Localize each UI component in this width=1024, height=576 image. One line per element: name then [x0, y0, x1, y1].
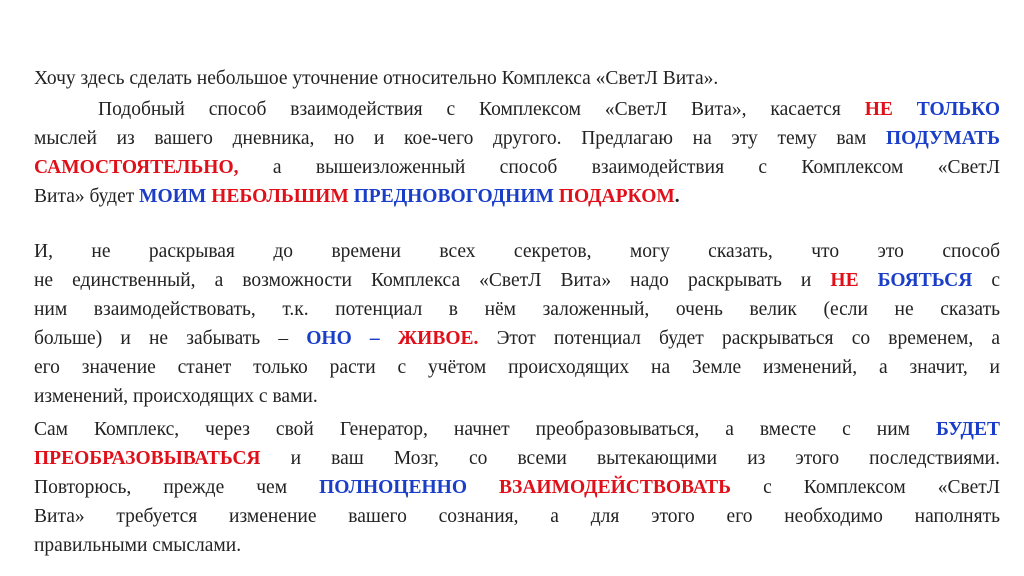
emphasis-podarkom: ПОДАРКОМ [558, 186, 675, 207]
p1-line-1 [34, 95, 1000, 124]
emphasis-budet: БУДЕТ [936, 419, 1000, 440]
p3-text: правильными смыслами. [34, 535, 242, 556]
p2-text: его значение станет только расти с учётом происходящих на Земле изменений, а значит, и [34, 357, 1000, 378]
emphasis-nebolshim: НЕБОЛЬШИМ [211, 186, 349, 207]
emphasis-preobrazovyvatsya: ПРЕОБРАЗОВЫВАТЬСЯ [34, 448, 261, 469]
p1-line-4 [34, 182, 1000, 211]
p2-line-6 [34, 382, 1000, 411]
p2-line-2 [34, 266, 1000, 295]
p3-text: Сам Комплекс, через свой Генератор, начнет преобразовываться, а вместе с ним [34, 419, 937, 440]
emphasis-prednovogodnim: ПРЕДНОВОГОДНИМ [353, 186, 554, 207]
paragraph-1 [34, 95, 1000, 211]
p2-text: Этот потенциал будет раскрываться со временем, а [478, 328, 1001, 349]
paragraph-3 [34, 415, 1000, 560]
slide-body [34, 64, 1000, 560]
p2-text: больше) и не забывать – [34, 328, 307, 349]
p2-text: И, не раскрывая до времени всех секретов, могу сказать, что это способ [34, 241, 1000, 262]
p1-text: Подобный способ взаимодействия с Комплексом «СветЛ Вита», касается [98, 99, 865, 120]
p3-text: и ваш Мозг, со всеми вытекающими из этого последствиями. [260, 448, 1000, 469]
paragraph-2 [34, 237, 1000, 411]
p3-text: с Комплексом «СветЛ [731, 477, 1001, 498]
p3-line-3 [34, 473, 1000, 502]
p1-text: а вышеизложенный способ взаимодействия с Комплексом «СветЛ [238, 157, 1000, 178]
emphasis-vzaimodeystvovat: ВЗАИМОДЕЙСТВОВАТЬ [499, 477, 732, 498]
p2-text: ним взаимодействовать, т.к. потенциал в нём заложенный, очень велик (если не сказать [34, 299, 1000, 320]
emphasis-polnotsenno: ПОЛНОЦЕННО [319, 477, 467, 498]
emphasis-moim: МОИМ [139, 186, 207, 207]
p2-line-4 [34, 324, 1000, 353]
emphasis-zhivoe: ЖИВОЕ. [397, 328, 479, 349]
p2-line-3 [34, 295, 1000, 324]
p3-line-1 [34, 415, 1000, 444]
p2-line-1 [34, 237, 1000, 266]
intro-line: Хочу здесь сделать небольшое уточнение относительно Комплекса «СветЛ Вита». [34, 68, 719, 89]
emphasis-tolko: ТОЛЬКО [916, 99, 1000, 120]
p2-text: не единственный, а возможности Комплекса «СветЛ Вита» надо раскрывать и [34, 270, 831, 291]
p3-text: Повторюсь, прежде чем [34, 477, 320, 498]
p2-text: изменений, происходящих с вами. [34, 386, 318, 407]
emphasis-podumat: ПОДУМАТЬ [885, 128, 1000, 149]
p3-line-2 [34, 444, 1000, 473]
p2-line-5 [34, 353, 1000, 382]
emphasis-ne-2: НЕ [830, 270, 859, 291]
emphasis-boyatsya: БОЯТЬСЯ [877, 270, 973, 291]
p1-text: мыслей из вашего дневника, но и кое-чего другого. Предлагаю на эту тему вам [34, 128, 886, 149]
p2-text: с [972, 270, 1001, 291]
p1-line-3 [34, 153, 1000, 182]
emphasis-ono: ОНО – [306, 328, 380, 349]
p1-period: . [674, 186, 680, 207]
emphasis-ne: НЕ [864, 99, 893, 120]
p3-text: Вита» требуется изменение вашего сознания, а для этого его необходимо наполнять [34, 506, 1000, 527]
p1-line-2 [34, 124, 1000, 153]
emphasis-samostoyatelno: САМОСТОЯТЕЛЬНО, [34, 157, 239, 178]
p3-line-4 [34, 502, 1000, 531]
p3-line-5 [34, 531, 1000, 560]
p1-text: Вита» будет [34, 186, 140, 207]
